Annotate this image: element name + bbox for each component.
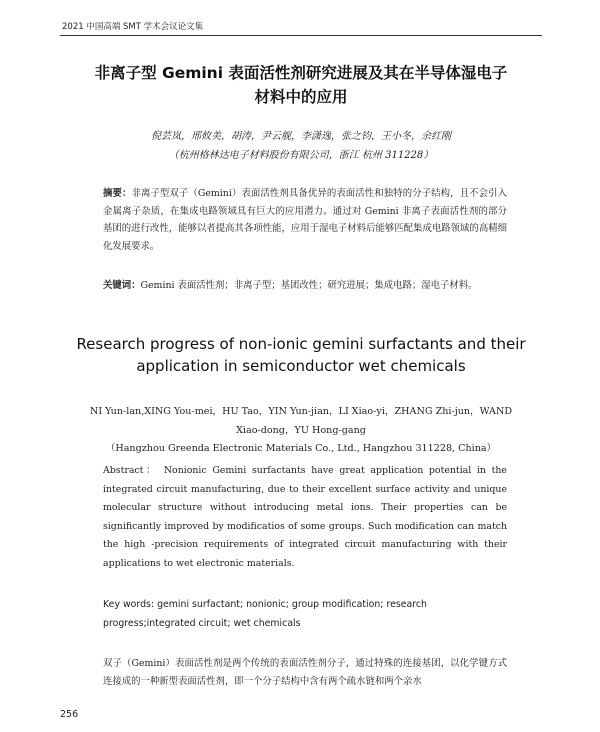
affiliation-cn: （杭州格林达电子材料股份有限公司，浙江 杭州 311228） [168,150,434,161]
paper-title-cn-line2: 材料中的应用 [254,88,348,106]
page-number: 256 [60,709,79,720]
paper-title-cn-line1: 非离子型 Gemini 表面活性剂研究进展及其在半导体湿电子 [94,64,508,82]
paper-title-en-line1: Research progress of non-ionic gemini surfactants and their [76,335,526,353]
affiliation-en: （Hangzhou Greenda Electronic Materials Co., Ltd., Hangzhou 311228, China） [105,443,497,454]
keywords-cn-label: 关键词： [103,280,141,291]
abstract-cn [103,185,507,255]
keywords-en-text: gemini surfactant; nonionic; group modification; research progress;integrated circuit; wet chemicals [103,599,427,629]
keywords-en-label: Key words: [103,599,155,610]
paper-title-cn [60,61,542,109]
keywords-cn [103,277,507,295]
header-divider [60,35,542,36]
abstract-en [103,462,507,573]
abstract-cn-label: 摘要： [103,188,132,199]
paper-title-en-line2: application in semiconductor wet chemicals [136,357,466,375]
paper-title-en [60,333,542,377]
abstract-en-text: Nonionic Gemini surfactants have great application potential in the integrated circuit manufacturing, due to their excellent surface activity and unique molecular structure without introducing metal ions. Their properties can be significantly improved by modificatios of some groups. Such modification can match the high -precision requirements of integrated circuit manufacturing with their applications to wet electronic materials. [103,465,507,569]
keywords-en [103,596,507,633]
running-header: 2021 中国高端 SMT 学术会议论文集 [62,22,204,32]
abstract-en-label: Abstract： [103,465,159,476]
authors-en-line2: Xiao-dong，YU Hong-gang [236,425,366,436]
abstract-cn-text: 非离子型双子（Gemini）表面活性剂具备优异的表面活性和独特的分子结构，且不会引入金属离子杂质，在集成电路领域具有巨大的应用潜力。通过对 Gemini 非离子表面活性剂的部分基团的进行改性，能够以者提高其各项性能，应用于湿电子材料后能够匹配集成电路领域的高精细化发展要求。 [103,188,507,252]
authors-en [88,402,514,440]
keywords-cn-text: Gemini 表面活性剂；非离子型；基团改性；研究进展；集成电路；湿电子材料。 [140,280,478,291]
authors-cn: 倪芸岚，邢攸美，胡涛，尹云舰，李潇逸，张之钧，王小冬，余红刚 [151,131,451,142]
authors-en-line1: NI Yun-lan,XING You-mei，HU Tao，YIN Yun-jian，LI Xiao-yi，ZHANG Zhi-jun，WAND [89,406,513,417]
body-paragraph-cn: 双子（Gemini）表面活性剂是两个传统的表面活性剂分子，通过特殊的连接基团，以化学键方式连接成的一种新型表面活性剂，即一个分子结构中含有两个疏水链和两个亲水 [103,658,507,687]
